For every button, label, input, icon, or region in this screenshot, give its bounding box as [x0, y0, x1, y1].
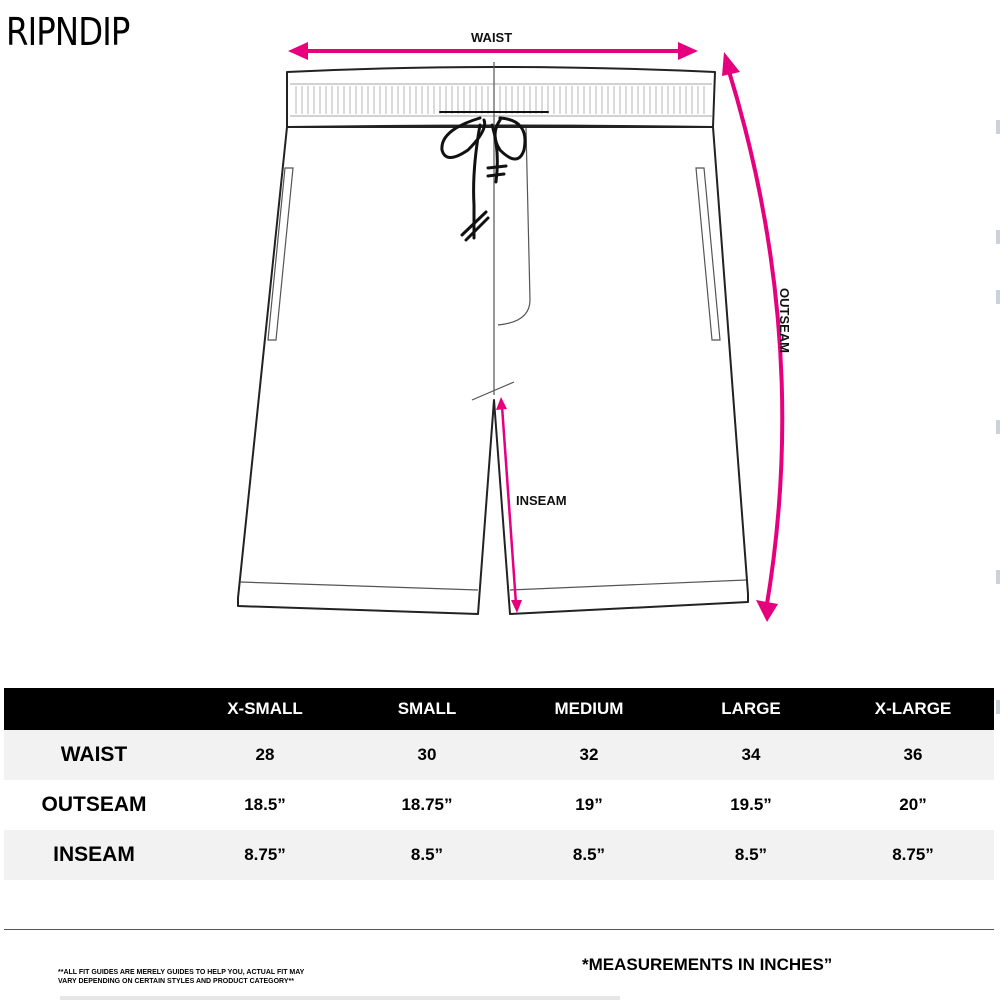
row-label: OUTSEAM — [41, 793, 147, 816]
table-cell: 20” — [899, 795, 927, 814]
table-cell: 8.5” — [508, 830, 670, 880]
shorts-body — [238, 127, 748, 614]
table-cell: 18.5” — [244, 795, 286, 814]
disclaimer-line: **ALL FIT GUIDES ARE MERELY GUIDES TO HELP YOU, ACTUAL FIT MAY — [58, 969, 305, 976]
divider — [4, 929, 994, 930]
brand-logo: RIPNDIP — [6, 10, 130, 54]
inseam-label: INSEAM — [516, 493, 567, 508]
table-cell: 28 — [184, 730, 346, 780]
disclaimer-line: VARY DEPENDING ON CERTAIN STYLES AND PRODUCT CATEGORY** — [58, 978, 294, 985]
header-size: MEDIUM — [508, 688, 670, 730]
edge-scroll-marks — [994, 120, 1000, 820]
bottom-bar — [60, 996, 620, 1000]
table-row-outseam — [4, 780, 994, 830]
row-label: WAIST — [4, 730, 184, 780]
table-row-waist — [4, 730, 994, 780]
header-size: LARGE — [670, 688, 832, 730]
table-cell: 19” — [575, 795, 603, 814]
row-label: INSEAM — [4, 830, 184, 880]
table-cell: 30 — [346, 730, 508, 780]
header-size: X-SMALL — [184, 688, 346, 730]
outseam-label: OUTSEAM — [777, 288, 792, 353]
table-cell: 34 — [670, 730, 832, 780]
header-size: SMALL — [346, 688, 508, 730]
table-cell: 36 — [832, 730, 994, 780]
table-header-row — [4, 688, 994, 730]
size-chart-table — [4, 688, 994, 880]
table-cell: 32 — [508, 730, 670, 780]
table-cell: 8.75” — [184, 830, 346, 880]
waist-label: WAIST — [471, 30, 513, 45]
header-size: X-LARGE — [832, 688, 994, 730]
header-empty — [4, 688, 184, 730]
table-cell: 19.5” — [730, 795, 772, 814]
table-cell: 18.75” — [401, 795, 453, 814]
table-cell: 8.5” — [346, 830, 508, 880]
measurement-note: *MEASUREMENTS IN INCHES” — [582, 955, 833, 974]
fit-disclaimer — [58, 968, 398, 986]
table-cell: 8.75” — [832, 830, 994, 880]
table-cell: 8.5” — [670, 830, 832, 880]
table-row-inseam — [4, 830, 994, 880]
